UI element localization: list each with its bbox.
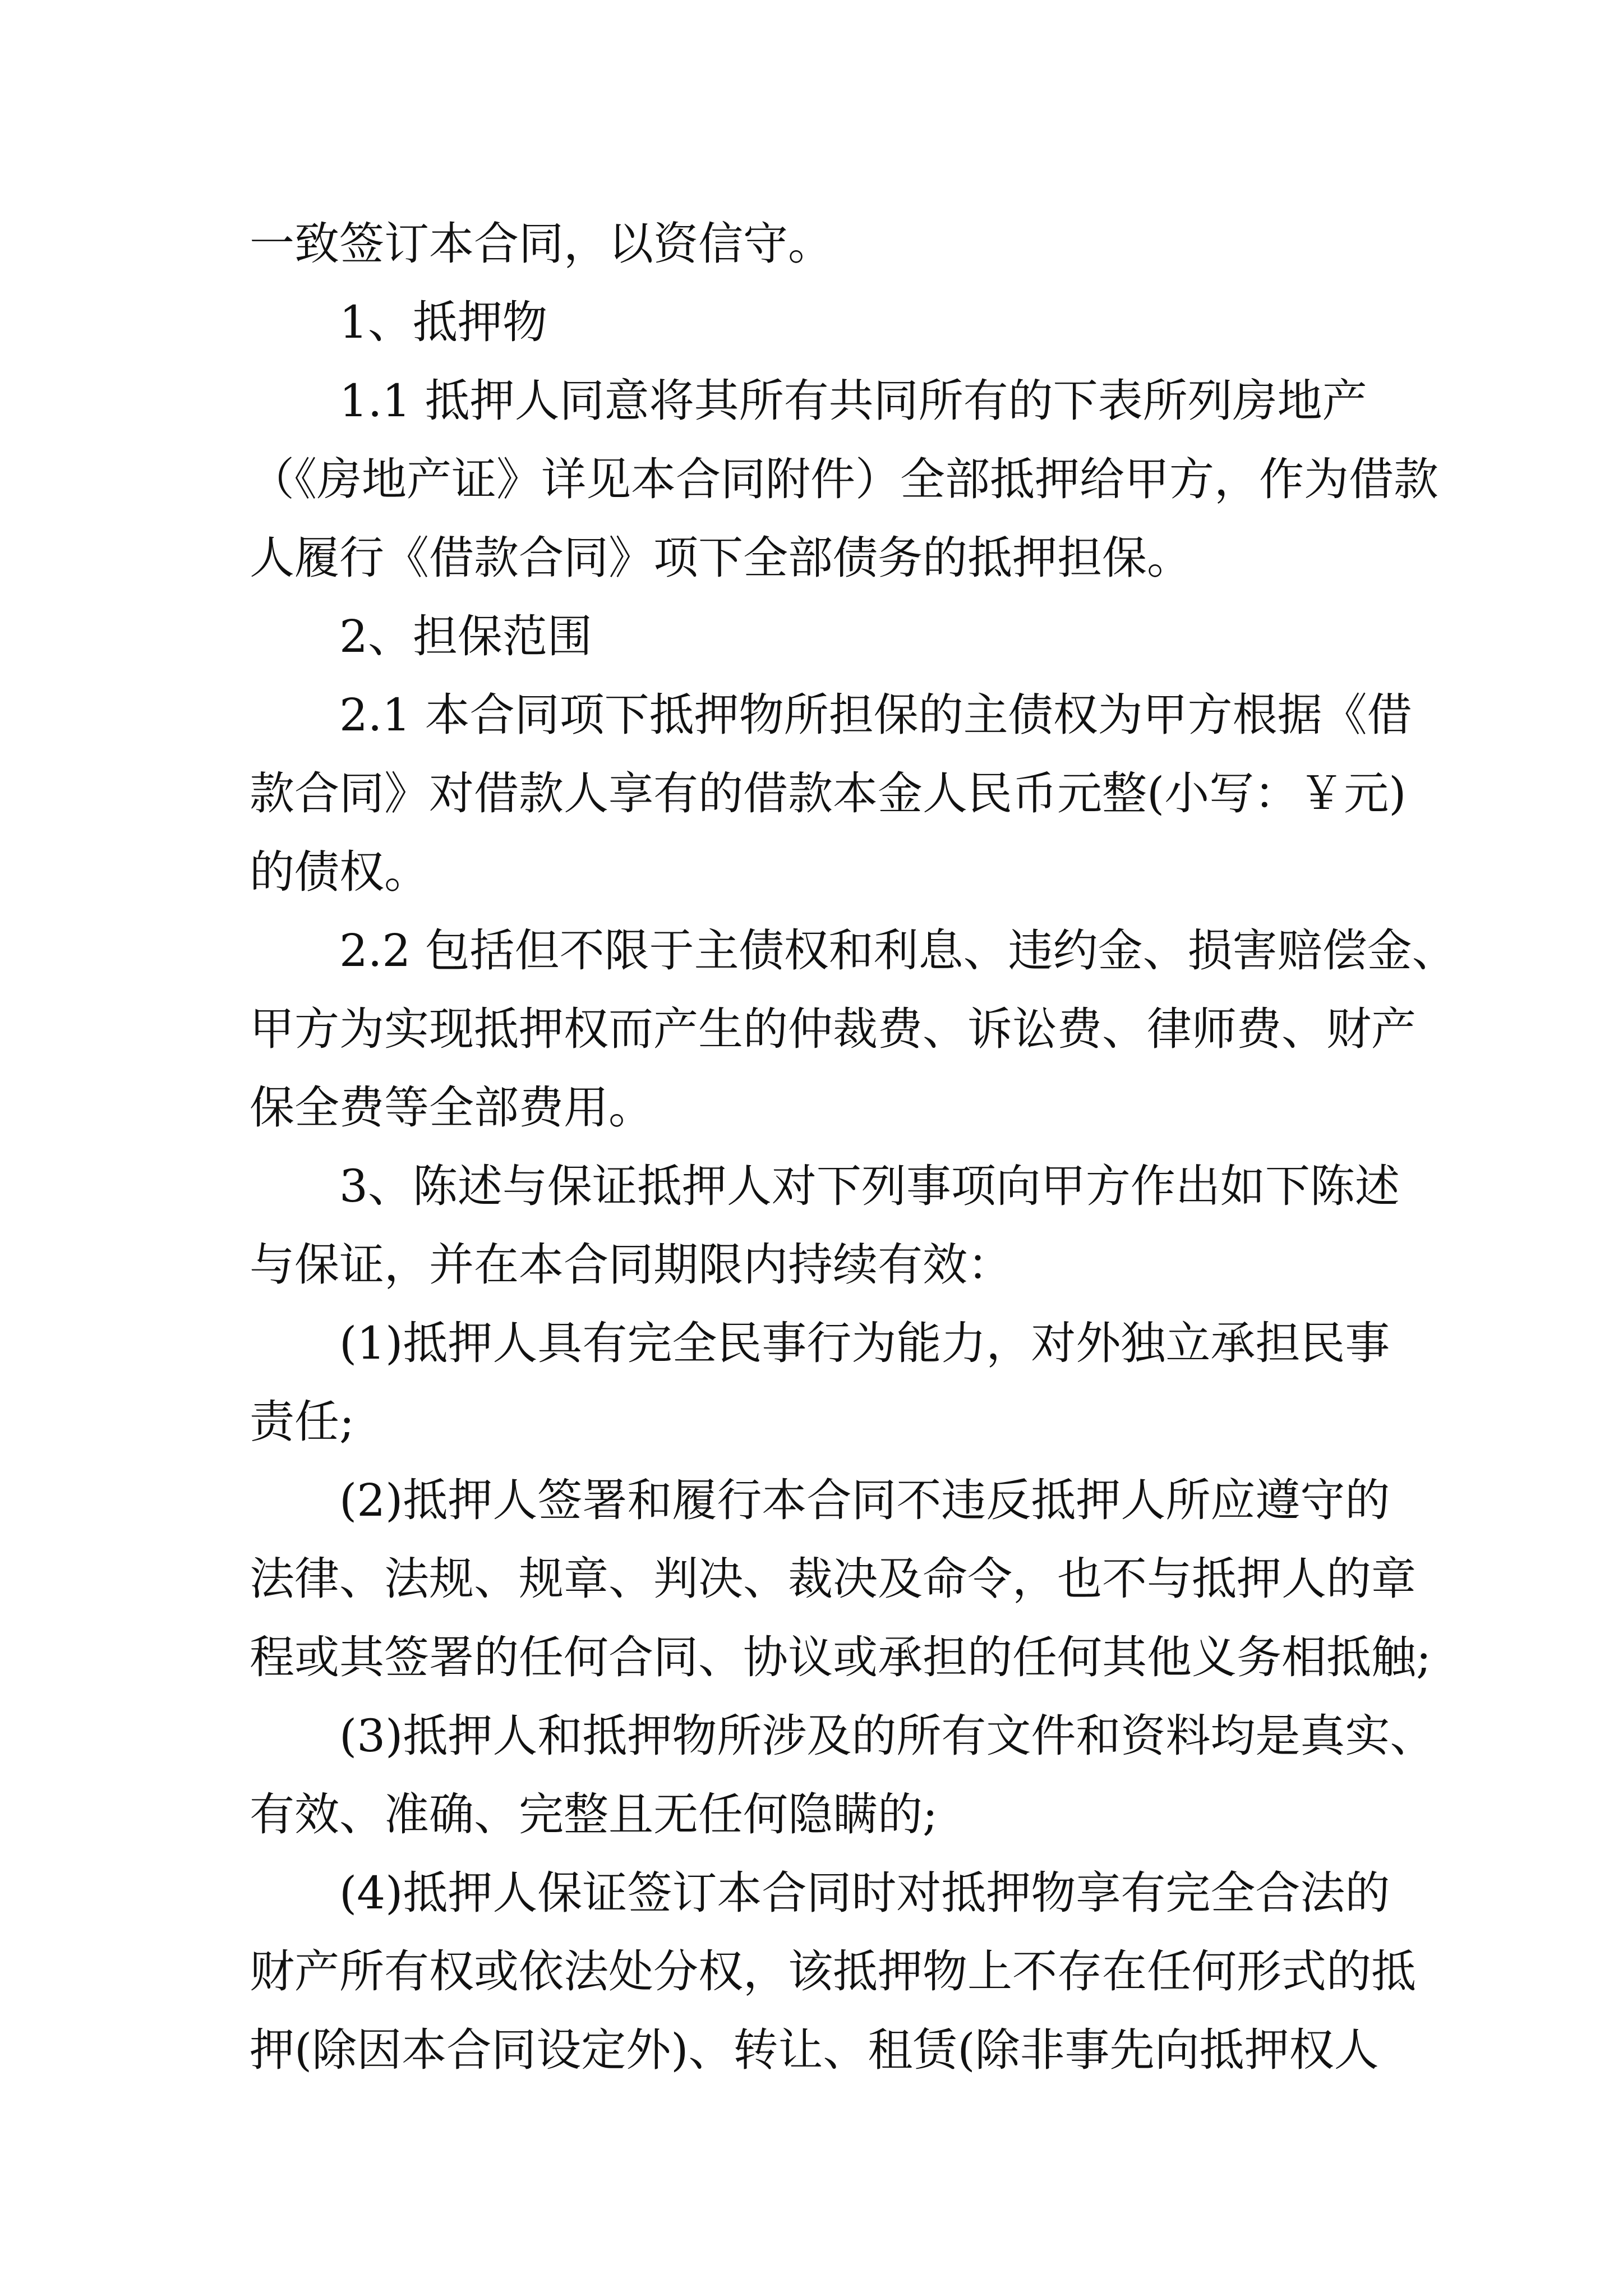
text-line: 有效、准确、完整且无任何隐瞒的; (250, 1788, 938, 1841)
text-line: (2)抵押人签署和履行本合同不违反抵押人所应遵守的 (250, 1474, 1390, 1526)
text-line: 2.1 本合同项下抵押物所担保的主债权为甲方根据《借 (250, 689, 1412, 741)
text-line: 甲方为实现抵押权而产生的仲裁费、诉讼费、律师费、财产 (250, 1003, 1416, 1055)
text-line: 3、陈述与保证抵押人对下列事项向甲方作出如下陈述 (250, 1160, 1400, 1212)
text-line: 1、抵押物 (250, 296, 547, 348)
text-line: 人履行《借款合同》项下全部债务的抵押担保。 (250, 532, 1192, 584)
text-line: 程或其签署的任何合同、协议或承担的任何其他义务相抵触; (250, 1631, 1431, 1683)
text-line: 与保证，并在本合同期限内持续有效： (250, 1239, 1012, 1291)
text-line: 押(除因本合同设定外)、转让、租赁(除非事先向抵押权人 (250, 2024, 1379, 2076)
text-line: 责任; (250, 1396, 354, 1448)
text-line: (1)抵押人具有完全民事行为能力，对外独立承担民事 (250, 1317, 1390, 1369)
text-line: 保全费等全部费用。 (250, 1082, 653, 1134)
text-line: （《房地产证》详见本合同附件）全部抵押给甲方，作为借款 (250, 453, 1438, 505)
text-line: 一致签订本合同，以资信守。 (250, 218, 833, 270)
text-line: 财产所有权或依法处分权，该抵押物上不存在任何形式的抵 (250, 1945, 1416, 1998)
text-line: 2.2 包括但不限于主债权和利息、违约金、损害赔偿金、 (250, 924, 1457, 977)
text-line: (4)抵押人保证签订本合同时对抵押物享有完全合法的 (250, 1867, 1390, 1919)
text-line: 款合同》对借款人享有的借款本金人民币元整(小写：￥元) (250, 767, 1407, 820)
text-line: 法律、法规、规章、判决、裁决及命令，也不与抵押人的章 (250, 1553, 1416, 1605)
text-line: (3)抵押人和抵押物所涉及的所有文件和资料均是真实、 (250, 1710, 1435, 1762)
text-line: 1.1 抵押人同意将其所有共同所有的下表所列房地产 (250, 375, 1367, 427)
text-line: 2、担保范围 (250, 610, 592, 662)
text-line: 的债权。 (250, 846, 429, 898)
